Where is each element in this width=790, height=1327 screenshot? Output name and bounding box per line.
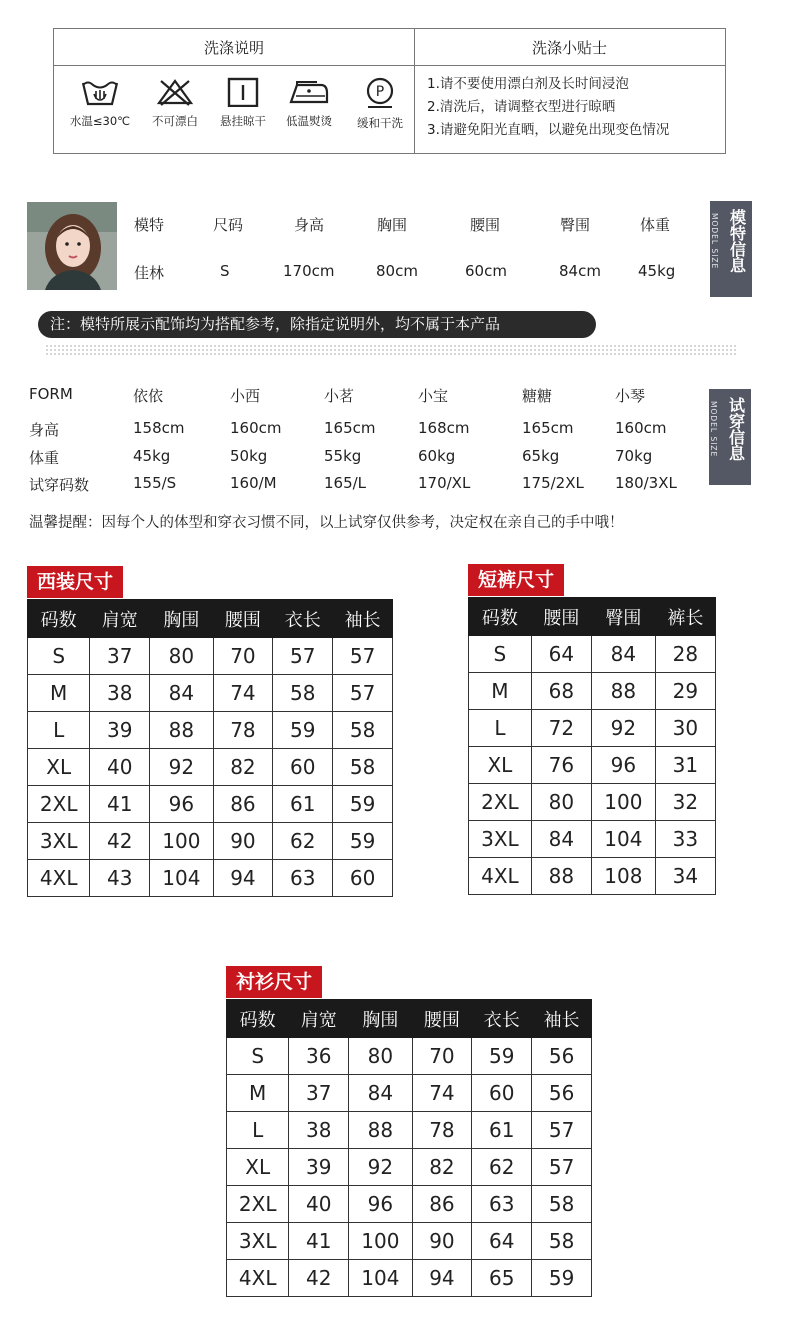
table-cell: 96	[150, 786, 213, 823]
table-cell: 60	[333, 860, 393, 897]
column-header: 腰围	[531, 598, 591, 636]
table-cell: 58	[333, 749, 393, 786]
table-cell: 59	[532, 1260, 592, 1297]
column-header: 胸围	[349, 1000, 412, 1038]
table-cell: 72	[531, 710, 591, 747]
size-label-cell: XL	[28, 749, 90, 786]
table-cell: 57	[333, 638, 393, 675]
size-label-cell: L	[28, 712, 90, 749]
tip-item: 2.清洗后，请调整衣型进行晾晒	[427, 99, 616, 115]
table-row	[227, 1186, 592, 1223]
table-row	[227, 1223, 592, 1260]
tryon-header-cell: 小琴	[615, 387, 646, 405]
table-cell: 58	[273, 675, 333, 712]
table-cell: 37	[90, 638, 150, 675]
suit-size-title: 西装尺寸	[27, 566, 123, 598]
table-row	[28, 638, 393, 675]
care-item-dryclean	[345, 77, 415, 131]
column-header: 衣长	[273, 600, 333, 638]
hang-dry-icon	[223, 77, 263, 107]
table-cell: 57	[333, 675, 393, 712]
shirt-size-title: 衬衫尺寸	[226, 966, 322, 998]
table-cell: 57	[532, 1149, 592, 1186]
column-header: 衣长	[472, 1000, 532, 1038]
care-label: 水温≤30℃	[69, 114, 131, 128]
tryon-cell: 160/M	[230, 474, 277, 492]
table-cell: 42	[289, 1260, 349, 1297]
table-cell: 84	[531, 821, 591, 858]
tag-cn: 试穿信息	[726, 397, 746, 461]
table-cell: 31	[655, 747, 715, 784]
dotted-divider	[45, 344, 738, 355]
table-cell: 43	[90, 860, 150, 897]
table-cell: 33	[655, 821, 715, 858]
table-row	[227, 1149, 592, 1186]
table-row	[469, 636, 716, 673]
table-cell: 58	[333, 712, 393, 749]
care-box	[53, 28, 726, 154]
care-item-bleach	[140, 77, 210, 129]
table-row	[469, 747, 716, 784]
table-cell: 38	[90, 675, 150, 712]
column-header: 码数	[227, 1000, 289, 1038]
table-row	[28, 712, 393, 749]
model-header: 臀围	[560, 216, 591, 234]
size-label-cell: M	[28, 675, 90, 712]
care-item-wash	[65, 77, 135, 129]
table-cell: 82	[213, 749, 273, 786]
table-cell: 84	[591, 636, 655, 673]
table-cell: 92	[150, 749, 213, 786]
model-value: 170cm	[283, 262, 335, 280]
table-cell: 88	[531, 858, 591, 895]
tip-item: 3.请避免阳光直晒，以避免出现变色情况	[427, 122, 670, 138]
tryon-cell: 158cm	[133, 419, 185, 437]
size-label-cell: 4XL	[469, 858, 532, 895]
model-header: 身高	[294, 216, 325, 234]
table-cell: 40	[90, 749, 150, 786]
table-cell: 37	[289, 1075, 349, 1112]
dry-clean-p-icon	[360, 77, 400, 109]
wash-30-icon	[80, 77, 120, 107]
no-bleach-icon	[155, 77, 195, 107]
table-cell: 36	[289, 1038, 349, 1075]
table-cell: 29	[655, 673, 715, 710]
model-value: 45kg	[638, 262, 676, 280]
table-row	[469, 858, 716, 895]
table-header-row	[28, 600, 393, 638]
suit-size-table	[27, 599, 393, 897]
column-header: 胸围	[150, 600, 213, 638]
tip-item: 1.请不要使用漂白剂及长时间浸泡	[427, 76, 629, 92]
table-cell: 104	[349, 1260, 412, 1297]
tryon-cell: 180/3XL	[615, 474, 677, 492]
tryon-cell: 45kg	[133, 447, 171, 465]
care-label: 悬挂晾干	[220, 114, 266, 128]
tryon-header-cell: FORM	[29, 385, 73, 403]
table-row	[469, 673, 716, 710]
tryon-cell: 65kg	[522, 447, 560, 465]
column-header: 肩宽	[289, 1000, 349, 1038]
shirt-size-table	[226, 999, 592, 1297]
table-cell: 88	[150, 712, 213, 749]
tryon-cell: 165/L	[324, 474, 367, 492]
size-label-cell: S	[227, 1038, 289, 1075]
model-value: 84cm	[559, 262, 601, 280]
model-header: 胸围	[377, 216, 408, 234]
tryon-header-cell: 小西	[230, 387, 261, 405]
column-header: 肩宽	[90, 600, 150, 638]
care-label: 不可漂白	[152, 114, 198, 128]
table-header-row	[469, 598, 716, 636]
size-label-cell: 3XL	[28, 823, 90, 860]
tips-list	[427, 73, 669, 142]
table-cell: 82	[412, 1149, 472, 1186]
table-cell: 86	[412, 1186, 472, 1223]
table-row	[227, 1038, 592, 1075]
column-header: 臀围	[591, 598, 655, 636]
table-cell: 30	[655, 710, 715, 747]
table-row	[469, 821, 716, 858]
tryon-cell: 身高	[29, 421, 60, 439]
size-label-cell: 2XL	[469, 784, 532, 821]
table-cell: 86	[213, 786, 273, 823]
table-cell: 92	[349, 1149, 412, 1186]
table-cell: 80	[150, 638, 213, 675]
model-value: 佳林	[134, 264, 165, 282]
column-header: 袖长	[532, 1000, 592, 1038]
table-cell: 96	[591, 747, 655, 784]
table-cell: 57	[273, 638, 333, 675]
table-cell: 59	[333, 823, 393, 860]
table-cell: 90	[213, 823, 273, 860]
model-value: 80cm	[376, 262, 418, 280]
table-cell: 108	[591, 858, 655, 895]
tag-en: MODEL SIZE	[710, 212, 719, 270]
model-header: 体重	[640, 216, 671, 234]
shorts-size-table	[468, 597, 716, 895]
tryon-cell: 165cm	[324, 419, 376, 437]
table-cell: 90	[412, 1223, 472, 1260]
tryon-cell: 70kg	[615, 447, 653, 465]
table-cell: 74	[412, 1075, 472, 1112]
table-cell: 80	[531, 784, 591, 821]
table-cell: 58	[532, 1186, 592, 1223]
table-row	[469, 710, 716, 747]
size-label-cell: L	[227, 1112, 289, 1149]
table-cell: 63	[472, 1186, 532, 1223]
table-cell: 56	[532, 1075, 592, 1112]
table-cell: 78	[213, 712, 273, 749]
table-row	[469, 784, 716, 821]
tryon-header-cell: 依依	[133, 387, 164, 405]
tryon-cell: 55kg	[324, 447, 362, 465]
table-cell: 60	[472, 1075, 532, 1112]
table-cell: 32	[655, 784, 715, 821]
table-header-row	[227, 1000, 592, 1038]
tryon-cell: 体重	[29, 449, 60, 467]
low-iron-icon	[287, 77, 331, 107]
tryon-cell: 160cm	[230, 419, 282, 437]
size-label-cell: 4XL	[227, 1260, 289, 1297]
model-value: S	[220, 262, 230, 280]
size-label-cell: S	[469, 636, 532, 673]
table-cell: 64	[472, 1223, 532, 1260]
accessory-note: 注：模特所展示配饰均为搭配参考，除指定说明外，均不属于本产品	[38, 311, 596, 338]
table-cell: 88	[591, 673, 655, 710]
table-cell: 64	[531, 636, 591, 673]
table-cell: 100	[349, 1223, 412, 1260]
table-row	[227, 1075, 592, 1112]
size-label-cell: L	[469, 710, 532, 747]
tryon-header-cell: 糖糖	[522, 387, 553, 405]
table-cell: 39	[289, 1149, 349, 1186]
table-cell: 104	[591, 821, 655, 858]
tryon-cell: 168cm	[418, 419, 470, 437]
model-header: 模特	[134, 216, 165, 234]
table-cell: 76	[531, 747, 591, 784]
tryon-cell: 175/2XL	[522, 474, 584, 492]
size-label-cell: 2XL	[227, 1186, 289, 1223]
column-header: 袖长	[333, 600, 393, 638]
model-header: 尺码	[213, 216, 244, 234]
tryon-cell: 170/XL	[418, 474, 471, 492]
tryon-cell: 60kg	[418, 447, 456, 465]
table-row	[227, 1112, 592, 1149]
table-row	[28, 749, 393, 786]
table-cell: 57	[532, 1112, 592, 1149]
size-label-cell: M	[227, 1075, 289, 1112]
table-cell: 84	[150, 675, 213, 712]
size-label-cell: 3XL	[469, 821, 532, 858]
model-portrait-image	[27, 202, 117, 290]
tryon-cell: 165cm	[522, 419, 574, 437]
tryon-info-tag	[709, 389, 751, 485]
warm-reminder: 温馨提醒：因每个人的体型和穿衣习惯不同，以上试穿仅供参考，决定权在亲自己的手中哦！	[29, 515, 624, 531]
table-cell: 84	[349, 1075, 412, 1112]
table-cell: 68	[531, 673, 591, 710]
table-cell: 78	[412, 1112, 472, 1149]
model-value: 60cm	[465, 262, 507, 280]
size-label-cell: 3XL	[227, 1223, 289, 1260]
size-label-cell: 4XL	[28, 860, 90, 897]
table-cell: 60	[273, 749, 333, 786]
shorts-size-title: 短裤尺寸	[468, 564, 564, 596]
size-label-cell: M	[469, 673, 532, 710]
size-label-cell: S	[28, 638, 90, 675]
table-cell: 59	[472, 1038, 532, 1075]
table-cell: 58	[532, 1223, 592, 1260]
table-cell: 41	[90, 786, 150, 823]
table-row	[28, 823, 393, 860]
table-cell: 56	[532, 1038, 592, 1075]
table-cell: 39	[90, 712, 150, 749]
table-cell: 28	[655, 636, 715, 673]
table-cell: 94	[412, 1260, 472, 1297]
table-cell: 70	[213, 638, 273, 675]
tag-cn: 模特信息	[727, 209, 747, 273]
table-cell: 61	[273, 786, 333, 823]
table-cell: 63	[273, 860, 333, 897]
column-header: 裤长	[655, 598, 715, 636]
table-cell: 70	[412, 1038, 472, 1075]
table-cell: 41	[289, 1223, 349, 1260]
table-cell: 42	[90, 823, 150, 860]
size-label-cell: XL	[469, 747, 532, 784]
tryon-cell: 50kg	[230, 447, 268, 465]
column-header: 腰围	[213, 600, 273, 638]
model-info-tag	[710, 201, 752, 297]
table-cell: 74	[213, 675, 273, 712]
care-title: 洗涤说明	[54, 29, 414, 66]
table-cell: 88	[349, 1112, 412, 1149]
size-label-cell: XL	[227, 1149, 289, 1186]
care-item-iron	[274, 77, 344, 129]
table-cell: 62	[273, 823, 333, 860]
table-row	[28, 860, 393, 897]
model-header: 腰围	[470, 216, 501, 234]
table-cell: 61	[472, 1112, 532, 1149]
column-header: 腰围	[412, 1000, 472, 1038]
tips-title: 洗涤小贴士	[414, 29, 725, 66]
tryon-cell: 试穿码数	[29, 476, 90, 494]
table-cell: 40	[289, 1186, 349, 1223]
table-cell: 59	[273, 712, 333, 749]
table-row	[227, 1260, 592, 1297]
care-item-hang	[208, 77, 278, 129]
table-cell: 94	[213, 860, 273, 897]
column-header: 码数	[28, 600, 90, 638]
table-cell: 100	[591, 784, 655, 821]
tryon-header-cell: 小宝	[418, 387, 449, 405]
table-cell: 92	[591, 710, 655, 747]
size-label-cell: 2XL	[28, 786, 90, 823]
tryon-cell: 160cm	[615, 419, 667, 437]
tryon-header-cell: 小茗	[324, 387, 355, 405]
svg-text:P: P	[375, 84, 385, 100]
table-cell: 80	[349, 1038, 412, 1075]
tryon-cell: 155/S	[133, 474, 177, 492]
table-row	[28, 786, 393, 823]
tag-en: MODEL SIZE	[709, 400, 718, 458]
table-cell: 100	[150, 823, 213, 860]
table-cell: 96	[349, 1186, 412, 1223]
table-cell: 65	[472, 1260, 532, 1297]
column-header: 码数	[469, 598, 532, 636]
table-cell: 34	[655, 858, 715, 895]
table-cell: 59	[333, 786, 393, 823]
model-photo	[27, 202, 117, 290]
table-cell: 62	[472, 1149, 532, 1186]
care-label: 缓和干洗	[357, 116, 403, 130]
table-row	[28, 675, 393, 712]
table-cell: 104	[150, 860, 213, 897]
table-cell: 38	[289, 1112, 349, 1149]
care-label: 低温熨烫	[286, 114, 332, 128]
